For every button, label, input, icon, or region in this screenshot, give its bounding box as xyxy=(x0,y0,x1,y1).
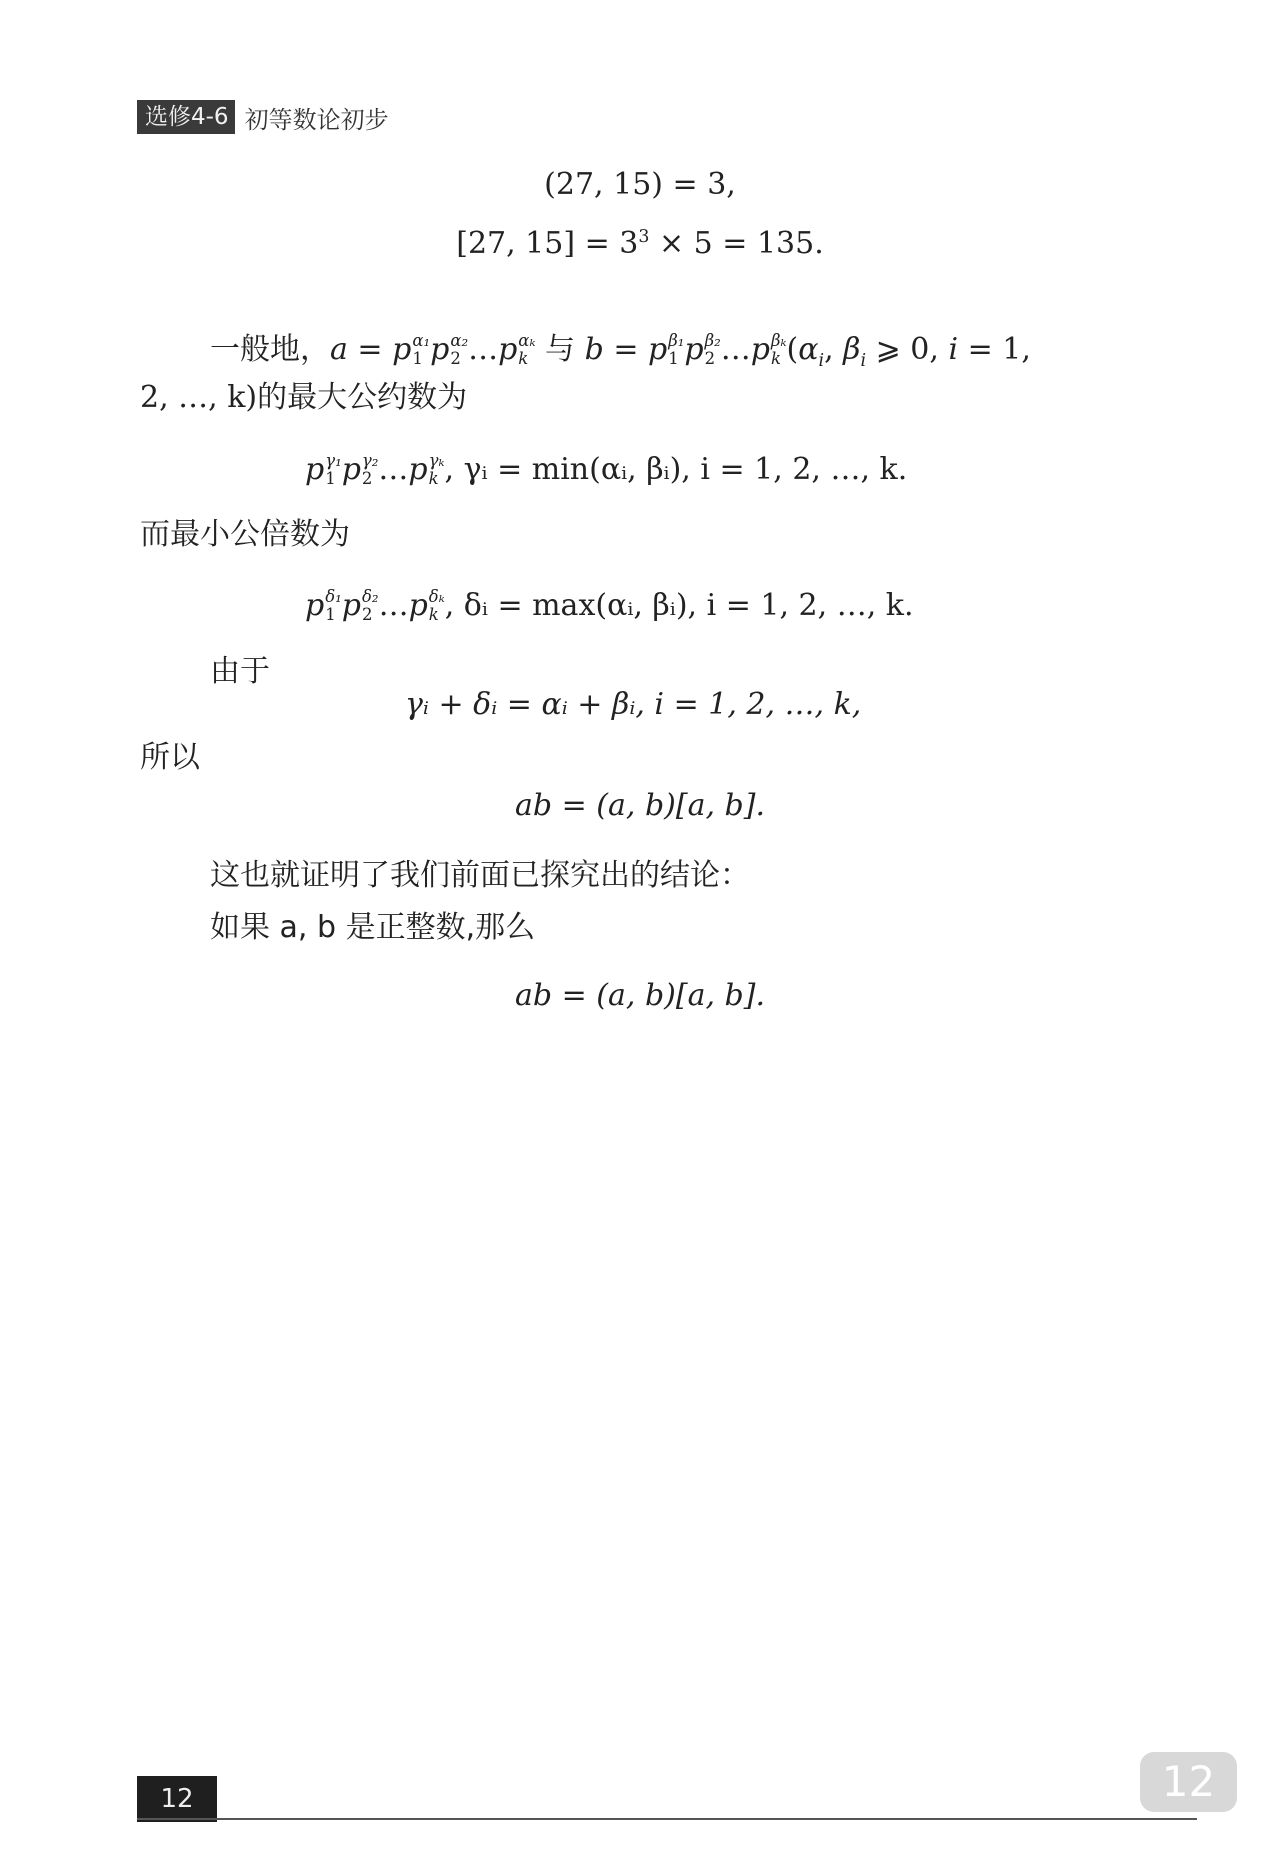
lcm-example-exponent: 3 xyxy=(638,227,650,247)
footer-rule xyxy=(137,1818,1197,1820)
so-label: 所以 xyxy=(140,740,200,775)
general-gcd-phrase: 的最大公约数为 xyxy=(257,380,468,415)
gcd-formula-tail: , γᵢ = min(αᵢ, βᵢ), i = 1, 2, …, k. xyxy=(444,452,908,487)
viewer-page-indicator: 12 xyxy=(1140,1752,1237,1812)
lcm-formula: p δ₁ 1 p δ₂ 2 …p δₖ k , δᵢ = max(αᵢ, βᵢ), i = 1, 2, …, k. xyxy=(305,587,914,624)
page-header xyxy=(137,100,389,134)
general-statement: 一般地，a = p α₁ 1 p α₂ 2 …p αₖ k 与 b = p β₁ 1 p β₂ 2 …p βₖ k ($\alpha_i$, $\beta_i$ ⩾ 0, i = 1, xyxy=(210,331,1031,371)
conclusion-condition: 如果 a, b 是正整数,那么 xyxy=(210,910,536,945)
lcm-example-left: [27, 15] = 3 xyxy=(456,226,639,261)
gcd-example-text: (27, 15) = 3, xyxy=(544,167,736,202)
since-formula: γᵢ + δᵢ = αᵢ + βᵢ, i = 1, 2, …, k, xyxy=(405,687,862,722)
lcm-formula-tail: , δᵢ = max(αᵢ, βᵢ), i = 1, 2, …, k. xyxy=(444,588,914,623)
gcd-example xyxy=(0,165,1280,205)
header-title: 初等数论初步 xyxy=(244,105,389,134)
lcm-example-right: × 5 = 135. xyxy=(649,226,824,261)
result-equation-1: ab = (a, b)[a, b]. xyxy=(515,788,765,823)
since-label: 由于 xyxy=(210,654,270,689)
general-statement-cont xyxy=(140,378,467,418)
conclusion-intro: 这也就证明了我们前面已探究出的结论： xyxy=(210,858,750,893)
lcm-example xyxy=(0,224,1280,264)
general-lead: 一般地， xyxy=(210,332,330,367)
gcd-formula: p γ₁ 1 p γ₂ 2 …p γₖ k , γᵢ = min(αᵢ, βᵢ), i = 1, 2, …, k. xyxy=(305,451,908,488)
header-badge: 选修4-6 xyxy=(137,100,235,134)
result-equation-2: ab = (a, b)[a, b]. xyxy=(515,978,765,1013)
footer-page-number: 12 xyxy=(137,1776,217,1822)
general-range: 2, …, k) xyxy=(140,380,258,415)
lcm-intro: 而最小公倍数为 xyxy=(140,517,350,552)
